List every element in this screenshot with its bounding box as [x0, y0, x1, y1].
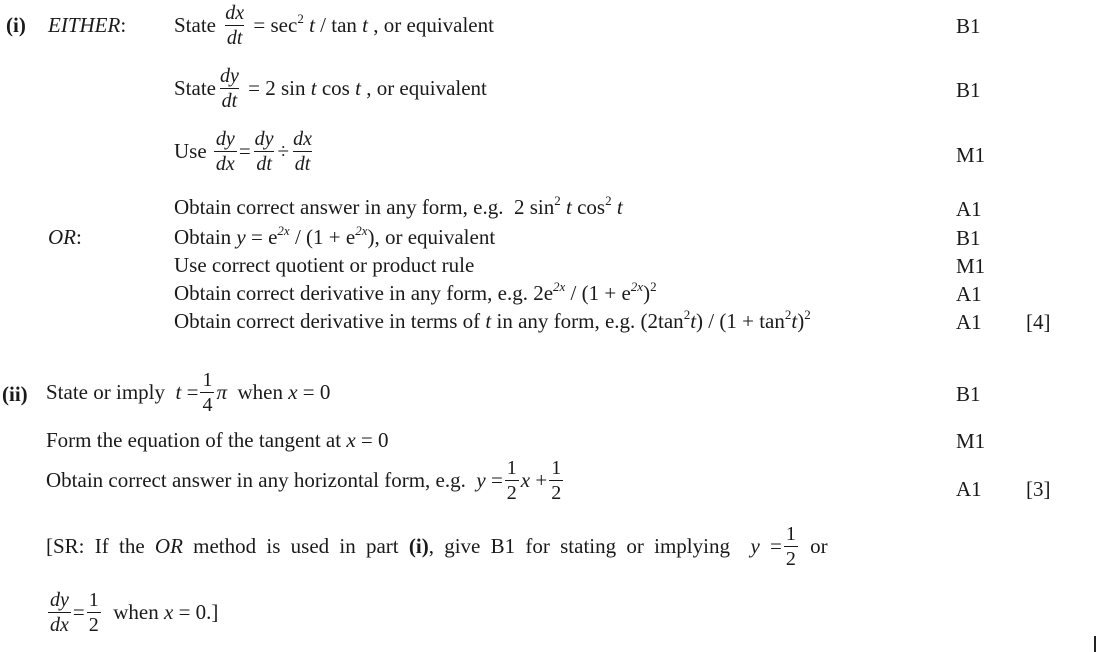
mark-b1: B1 — [956, 226, 981, 250]
part-ii-total: [3] — [1026, 477, 1051, 501]
either-label: EITHER: — [48, 13, 127, 37]
mark-b1: B1 — [956, 14, 981, 38]
part-ii-label: (ii) — [2, 382, 28, 406]
either-step-2: State $\frac{dy}{dt}$ = 2 sin t cos t , or equivalent — [174, 65, 487, 112]
part-ii-step-1: State or imply t = $\frac{1}{4}$ π when x = 0 — [46, 369, 331, 416]
mark-m1: M1 — [956, 143, 986, 167]
part-i-total: [4] — [1026, 310, 1051, 334]
mark-b1: B1 — [956, 78, 981, 102]
mark-m1: M1 — [956, 429, 986, 453]
mark-a1: A1 — [956, 477, 982, 501]
either-step-3: Use $\frac{dy}{dx}$ = $\frac{dy}{dt}$ ÷ $\frac{dx}{dt}$ — [174, 128, 312, 175]
special-ruling-line-1: [SR: If the OR method is used in part (i), give B1 for stating or implying y = $\frac{1}{2}$ or — [46, 523, 828, 570]
mark-a1: A1 — [956, 197, 982, 221]
mark-b1: B1 — [956, 382, 981, 406]
part-i-label: (i) — [6, 13, 26, 37]
mark-a1: A1 — [956, 282, 982, 306]
either-step-1: State $\frac{dx}{dt}$ = $\sec^2 t$ / tan t , or equivalent — [174, 2, 494, 49]
or-step-4: Obtain correct derivative in terms of t in any form, e.g. $(2\tan^2t) / (1 + \tan^2t)^2$ — [174, 307, 811, 333]
or-step-1: Obtain $y = e^{2x} / (1 + e^{2x})$, or equivalent — [174, 223, 496, 249]
part-ii-step-2: Form the equation of the tangent at x = 0 — [46, 428, 389, 452]
text-cursor — [1094, 636, 1096, 652]
or-step-2: Use correct quotient or product rule — [174, 253, 475, 277]
special-ruling-line-2: $\frac{dy}{dx}$ = $\frac{1}{2}$ when x = 0.] — [50, 589, 219, 636]
or-label: OR: — [48, 225, 82, 249]
mark-m1: M1 — [956, 254, 986, 278]
part-ii-step-3: Obtain correct answer in any horizontal form, e.g. y = $\frac{1}{2}$ x + $\frac{1}{2}$ — [46, 457, 562, 504]
either-step-4: Obtain correct answer in any form, e.g. 2 $\sin^2 t$ $\cos^2 t$ — [174, 193, 623, 219]
or-step-3: Obtain correct derivative in any form, e.g. $2e^{2x} / (1 + e^{2x})^2$ — [174, 279, 657, 305]
mark-a1: A1 — [956, 310, 982, 334]
